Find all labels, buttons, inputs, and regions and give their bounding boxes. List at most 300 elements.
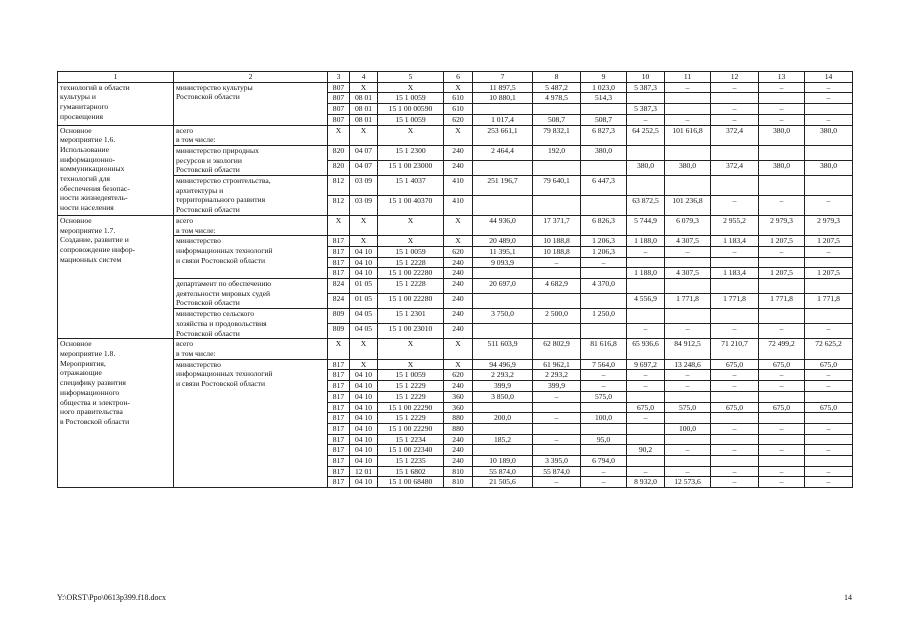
code-cell: Х	[328, 215, 350, 235]
amount-cell	[627, 309, 665, 324]
executor-cell: министерство строительства, архитектуры и территориального развития Ростовской области	[174, 176, 328, 216]
amount-cell: –	[627, 370, 665, 381]
code-cell: 809	[328, 324, 350, 339]
amount-cell: 8 932,0	[627, 477, 665, 488]
code-cell: 03 09	[350, 195, 378, 215]
amount-cell: –	[759, 381, 805, 392]
amount-cell	[665, 391, 711, 402]
code-cell: 15 1 2300	[378, 145, 444, 160]
amount-cell: 6 079,3	[665, 215, 711, 235]
amount-cell	[805, 413, 853, 424]
amount-cell	[473, 423, 533, 434]
amount-cell: –	[759, 445, 805, 456]
code-cell: 817	[328, 445, 350, 456]
amount-cell: 380,0	[665, 160, 711, 175]
header-cell: 10	[627, 72, 665, 83]
amount-cell: –	[711, 324, 759, 339]
amount-cell	[473, 160, 533, 175]
amount-cell: –	[759, 466, 805, 477]
amount-cell: –	[627, 466, 665, 477]
code-cell: 15 1 2229	[378, 381, 444, 392]
code-cell: 817	[328, 268, 350, 279]
amount-cell: 20 489,0	[473, 236, 533, 247]
amount-cell: –	[805, 93, 853, 104]
amount-cell	[805, 145, 853, 160]
amount-cell: 380,0	[581, 145, 627, 160]
amount-cell: 675,0	[805, 402, 853, 413]
amount-cell: 5 387,3	[627, 82, 665, 93]
code-cell: 03 09	[350, 176, 378, 196]
code-cell: 15 1 2228	[378, 279, 444, 294]
code-cell: 817	[328, 402, 350, 413]
code-cell: 04 10	[350, 370, 378, 381]
amount-cell: 1 771,8	[711, 294, 759, 309]
amount-cell: –	[759, 114, 805, 125]
amount-cell	[805, 104, 853, 115]
amount-cell: 675,0	[805, 359, 853, 370]
amount-cell: 380,0	[759, 125, 805, 145]
amount-cell: 20 697,0	[473, 279, 533, 294]
code-cell: 04 05	[350, 324, 378, 339]
code-cell: 04 10	[350, 456, 378, 467]
code-cell: 817	[328, 359, 350, 370]
code-cell: 12 01	[350, 466, 378, 477]
code-cell: 08 01	[350, 114, 378, 125]
amount-cell	[665, 413, 711, 424]
code-cell: Х	[378, 125, 444, 145]
amount-cell: 5 744,9	[627, 215, 665, 235]
code-cell: 240	[444, 257, 473, 268]
code-cell: 04 10	[350, 246, 378, 257]
amount-cell	[711, 309, 759, 324]
amount-cell: 1 017,4	[473, 114, 533, 125]
code-cell: 240	[444, 381, 473, 392]
budget-table	[57, 71, 853, 488]
code-cell: 610	[444, 93, 473, 104]
amount-cell	[533, 104, 581, 115]
table-row	[58, 125, 853, 145]
code-cell: Х	[350, 339, 378, 359]
amount-cell: –	[805, 195, 853, 215]
amount-cell: 1 183,4	[711, 268, 759, 279]
executor-cell: министерство природных ресурсов и экологии Ростовской области	[174, 145, 328, 175]
code-cell: 04 10	[350, 268, 378, 279]
code-cell: 880	[444, 423, 473, 434]
amount-cell: 675,0	[711, 359, 759, 370]
amount-cell: 575,0	[665, 402, 711, 413]
amount-cell	[627, 423, 665, 434]
amount-cell: 5 387,3	[627, 104, 665, 115]
amount-cell: 100,0	[665, 423, 711, 434]
amount-cell: –	[711, 82, 759, 93]
amount-cell	[581, 160, 627, 175]
code-cell: 15 1 00 22290	[378, 423, 444, 434]
code-cell: 810	[444, 477, 473, 488]
code-cell: 817	[328, 434, 350, 445]
code-cell: 810	[444, 466, 473, 477]
amount-cell	[665, 456, 711, 467]
amount-cell	[581, 324, 627, 339]
amount-cell: 11 395,1	[473, 246, 533, 257]
amount-cell: 6 447,3	[581, 176, 627, 196]
amount-cell: 84 912,5	[665, 339, 711, 359]
amount-cell: 1 207,5	[759, 236, 805, 247]
amount-cell	[759, 413, 805, 424]
code-cell: Х	[444, 125, 473, 145]
amount-cell: –	[533, 413, 581, 424]
header-cell: 4	[350, 72, 378, 83]
code-cell: 15 1 0059	[378, 370, 444, 381]
code-cell: Х	[328, 125, 350, 145]
amount-cell: 3 850,0	[473, 391, 533, 402]
amount-cell: 575,0	[581, 391, 627, 402]
code-cell: Х	[378, 82, 444, 93]
code-cell: 824	[328, 294, 350, 309]
code-cell: 620	[444, 246, 473, 257]
amount-cell: 372,4	[711, 160, 759, 175]
amount-cell: 63 872,5	[627, 195, 665, 215]
amount-cell: 1 023,0	[581, 82, 627, 93]
code-cell: 15 1 00 22280	[378, 294, 444, 309]
table-row	[58, 82, 853, 93]
amount-cell: –	[581, 381, 627, 392]
amount-cell: 4 978,5	[533, 93, 581, 104]
amount-cell: 380,0	[805, 125, 853, 145]
amount-cell: –	[665, 324, 711, 339]
amount-cell: 1 206,3	[581, 246, 627, 257]
code-cell: 15 1 2229	[378, 413, 444, 424]
code-cell: 15 1 0059	[378, 93, 444, 104]
code-cell: 04 10	[350, 402, 378, 413]
code-cell: 04 10	[350, 391, 378, 402]
amount-cell	[711, 176, 759, 196]
code-cell: 807	[328, 93, 350, 104]
amount-cell: –	[805, 445, 853, 456]
amount-cell: –	[627, 114, 665, 125]
amount-cell: 55 874,0	[533, 466, 581, 477]
amount-cell: –	[711, 466, 759, 477]
amount-cell: 6 794,0	[581, 456, 627, 467]
amount-cell: –	[533, 434, 581, 445]
code-cell: Х	[444, 359, 473, 370]
code-cell: Х	[444, 82, 473, 93]
amount-cell	[805, 456, 853, 467]
amount-cell	[627, 93, 665, 104]
amount-cell	[805, 391, 853, 402]
code-cell: Х	[444, 339, 473, 359]
amount-cell: 72 499,2	[759, 339, 805, 359]
amount-cell: 13 248,6	[665, 359, 711, 370]
amount-cell	[627, 456, 665, 467]
amount-cell: 1 207,5	[805, 236, 853, 247]
code-cell: 240	[444, 294, 473, 309]
amount-cell	[711, 391, 759, 402]
code-cell: Х	[350, 215, 378, 235]
table-row	[58, 279, 853, 294]
amount-cell: 1 771,8	[759, 294, 805, 309]
executor-cell: министерство культуры Ростовской области	[174, 82, 328, 125]
amount-cell: 62 802,9	[533, 339, 581, 359]
code-cell: Х	[444, 215, 473, 235]
amount-cell: –	[759, 104, 805, 115]
amount-cell	[665, 279, 711, 294]
amount-cell	[665, 104, 711, 115]
code-cell: 812	[328, 195, 350, 215]
amount-cell	[581, 294, 627, 309]
amount-cell: 1 207,5	[759, 268, 805, 279]
executor-cell: всего в том числе:	[174, 339, 328, 359]
amount-cell: –	[665, 246, 711, 257]
code-cell: 15 1 2234	[378, 434, 444, 445]
amount-cell: 61 962,1	[533, 359, 581, 370]
amount-cell: 372,4	[711, 125, 759, 145]
code-cell: Х	[378, 339, 444, 359]
amount-cell	[473, 402, 533, 413]
amount-cell: –	[711, 195, 759, 215]
amount-cell	[805, 309, 853, 324]
header-cell: 7	[473, 72, 533, 83]
amount-cell: 10 188,8	[533, 236, 581, 247]
amount-cell: –	[627, 324, 665, 339]
amount-cell: 79 832,1	[533, 125, 581, 145]
amount-cell: 7 564,0	[581, 359, 627, 370]
executor-cell: министерство информационных технологий и связи Ростовской области	[174, 236, 328, 279]
header-cell: 12	[711, 72, 759, 83]
amount-cell: 17 371,7	[533, 215, 581, 235]
amount-cell: 1 206,3	[581, 236, 627, 247]
amount-cell	[533, 402, 581, 413]
amount-cell	[533, 324, 581, 339]
amount-cell	[627, 145, 665, 160]
amount-cell: 399,9	[533, 381, 581, 392]
amount-cell: 90,2	[627, 445, 665, 456]
code-cell: 817	[328, 413, 350, 424]
header-cell: 9	[581, 72, 627, 83]
code-cell: 04 10	[350, 477, 378, 488]
amount-cell: –	[759, 195, 805, 215]
amount-cell: 65 936,6	[627, 339, 665, 359]
amount-cell: 6 826,3	[581, 215, 627, 235]
amount-cell: 508,7	[581, 114, 627, 125]
code-cell: 812	[328, 176, 350, 196]
amount-cell: –	[711, 370, 759, 381]
amount-cell: 100,0	[581, 413, 627, 424]
code-cell: 08 01	[350, 93, 378, 104]
code-cell: 15 1 00 23000	[378, 160, 444, 175]
amount-cell: 11 897,5	[473, 82, 533, 93]
amount-cell	[711, 434, 759, 445]
amount-cell	[759, 456, 805, 467]
amount-cell: 2 293,2	[473, 370, 533, 381]
amount-cell: 6 827,3	[581, 125, 627, 145]
amount-cell: 21 505,6	[473, 477, 533, 488]
amount-cell: –	[711, 477, 759, 488]
executor-cell: департамент по обеспечению деятельности мировых судей Ростовской области	[174, 279, 328, 309]
amount-cell	[581, 195, 627, 215]
amount-cell: 9 093,9	[473, 257, 533, 268]
amount-cell: –	[665, 114, 711, 125]
amount-cell	[805, 279, 853, 294]
amount-cell: –	[711, 114, 759, 125]
code-cell: 04 10	[350, 445, 378, 456]
amount-cell: 3 395,0	[533, 456, 581, 467]
code-cell: 807	[328, 104, 350, 115]
amount-cell: 1 183,4	[711, 236, 759, 247]
amount-cell	[627, 279, 665, 294]
amount-cell: 380,0	[627, 160, 665, 175]
amount-cell	[581, 402, 627, 413]
amount-cell	[533, 445, 581, 456]
amount-cell: 1 771,8	[805, 294, 853, 309]
amount-cell	[759, 279, 805, 294]
code-cell: 15 1 6802	[378, 466, 444, 477]
amount-cell	[711, 456, 759, 467]
code-cell: 824	[328, 279, 350, 294]
code-cell: 817	[328, 391, 350, 402]
amount-cell	[665, 93, 711, 104]
code-cell: 817	[328, 257, 350, 268]
budget-table-page	[57, 71, 852, 488]
amount-cell: –	[759, 82, 805, 93]
amount-cell: 1 188,0	[627, 236, 665, 247]
amount-cell: 44 936,0	[473, 215, 533, 235]
code-cell: 240	[444, 309, 473, 324]
table-row	[58, 236, 853, 247]
code-cell: 817	[328, 236, 350, 247]
amount-cell: 9 697,2	[627, 359, 665, 370]
amount-cell: 4 307,5	[665, 268, 711, 279]
amount-cell: –	[759, 370, 805, 381]
amount-cell: –	[805, 324, 853, 339]
header-cell: 3	[328, 72, 350, 83]
code-cell: 817	[328, 246, 350, 257]
amount-cell: 192,0	[533, 145, 581, 160]
code-cell: 817	[328, 370, 350, 381]
amount-cell: –	[581, 477, 627, 488]
amount-cell: –	[665, 82, 711, 93]
amount-cell: –	[711, 104, 759, 115]
amount-cell: 675,0	[711, 402, 759, 413]
amount-cell: 3 750,0	[473, 309, 533, 324]
amount-cell: 253 661,1	[473, 125, 533, 145]
amount-cell	[759, 434, 805, 445]
executor-cell: министерство информационных технологий и связи Ростовской области	[174, 359, 328, 487]
header-cell: 1	[58, 72, 174, 83]
table-row	[58, 309, 853, 324]
amount-cell	[759, 309, 805, 324]
code-cell: 820	[328, 145, 350, 160]
code-cell: 15 1 0059	[378, 114, 444, 125]
amount-cell: 185,2	[473, 434, 533, 445]
code-cell: 620	[444, 370, 473, 381]
amount-cell: 1 771,8	[665, 294, 711, 309]
code-cell: 15 1 2301	[378, 309, 444, 324]
code-cell: 15 1 00 22280	[378, 268, 444, 279]
amount-cell: 508,7	[533, 114, 581, 125]
header-cell: 6	[444, 72, 473, 83]
amount-cell: 511 603,9	[473, 339, 533, 359]
code-cell: 240	[444, 324, 473, 339]
amount-cell: –	[665, 370, 711, 381]
amount-cell: 4 682,9	[533, 279, 581, 294]
code-cell: 817	[328, 466, 350, 477]
amount-cell	[759, 257, 805, 268]
amount-cell: 2 979,3	[759, 215, 805, 235]
amount-cell: 71 210,7	[711, 339, 759, 359]
program-cell: технологий в области культуры и гуманитарного просвещения	[58, 82, 174, 125]
amount-cell	[533, 294, 581, 309]
amount-cell: 251 196,7	[473, 176, 533, 196]
amount-cell: 55 874,0	[473, 466, 533, 477]
code-cell: 240	[444, 160, 473, 175]
amount-cell: –	[805, 423, 853, 434]
code-cell: 04 10	[350, 381, 378, 392]
amount-cell	[711, 93, 759, 104]
amount-cell	[805, 257, 853, 268]
amount-cell: –	[533, 477, 581, 488]
amount-cell: 514,3	[581, 93, 627, 104]
code-cell: 15 1 2229	[378, 391, 444, 402]
code-cell: 15 1 0059	[378, 246, 444, 257]
amount-cell: 399,9	[473, 381, 533, 392]
code-cell: 817	[328, 381, 350, 392]
code-cell: 610	[444, 104, 473, 115]
amount-cell: –	[665, 445, 711, 456]
amount-cell: 2 500,0	[533, 309, 581, 324]
header-cell: 11	[665, 72, 711, 83]
code-cell: 04 07	[350, 145, 378, 160]
program-cell: Основное мероприятие 1.8. Мероприятия, отражающие специфику развития информационного общества и электрон- ного правительства в Ростовской области	[58, 339, 174, 488]
amount-cell: 675,0	[627, 402, 665, 413]
amount-cell: 95,0	[581, 434, 627, 445]
page-number: 14	[844, 593, 852, 602]
amount-cell	[759, 176, 805, 196]
amount-cell: –	[805, 370, 853, 381]
amount-cell: 10 189,0	[473, 456, 533, 467]
amount-cell	[665, 434, 711, 445]
amount-cell	[805, 176, 853, 196]
amount-cell	[627, 434, 665, 445]
amount-cell: –	[711, 445, 759, 456]
code-cell: 240	[444, 434, 473, 445]
amount-cell: 2 979,3	[805, 215, 853, 235]
code-cell: 04 10	[350, 423, 378, 434]
code-cell: Х	[350, 236, 378, 247]
header-cell: 2	[174, 72, 328, 83]
amount-cell	[473, 324, 533, 339]
amount-cell: 4 556,9	[627, 294, 665, 309]
amount-cell	[665, 176, 711, 196]
amount-cell: 81 616,8	[581, 339, 627, 359]
code-cell: 410	[444, 176, 473, 196]
amount-cell	[665, 309, 711, 324]
code-cell: 15 1 00 40370	[378, 195, 444, 215]
amount-cell: 2 293,2	[533, 370, 581, 381]
amount-cell	[711, 145, 759, 160]
code-cell: 04 10	[350, 413, 378, 424]
code-cell: 04 10	[350, 257, 378, 268]
amount-cell: 1 250,0	[581, 309, 627, 324]
amount-cell: –	[759, 423, 805, 434]
amount-cell	[581, 104, 627, 115]
code-cell: 360	[444, 402, 473, 413]
amount-cell	[805, 434, 853, 445]
code-cell: 04 10	[350, 434, 378, 445]
amount-cell	[665, 257, 711, 268]
code-cell: Х	[328, 339, 350, 359]
code-cell: 817	[328, 423, 350, 434]
amount-cell: –	[805, 114, 853, 125]
